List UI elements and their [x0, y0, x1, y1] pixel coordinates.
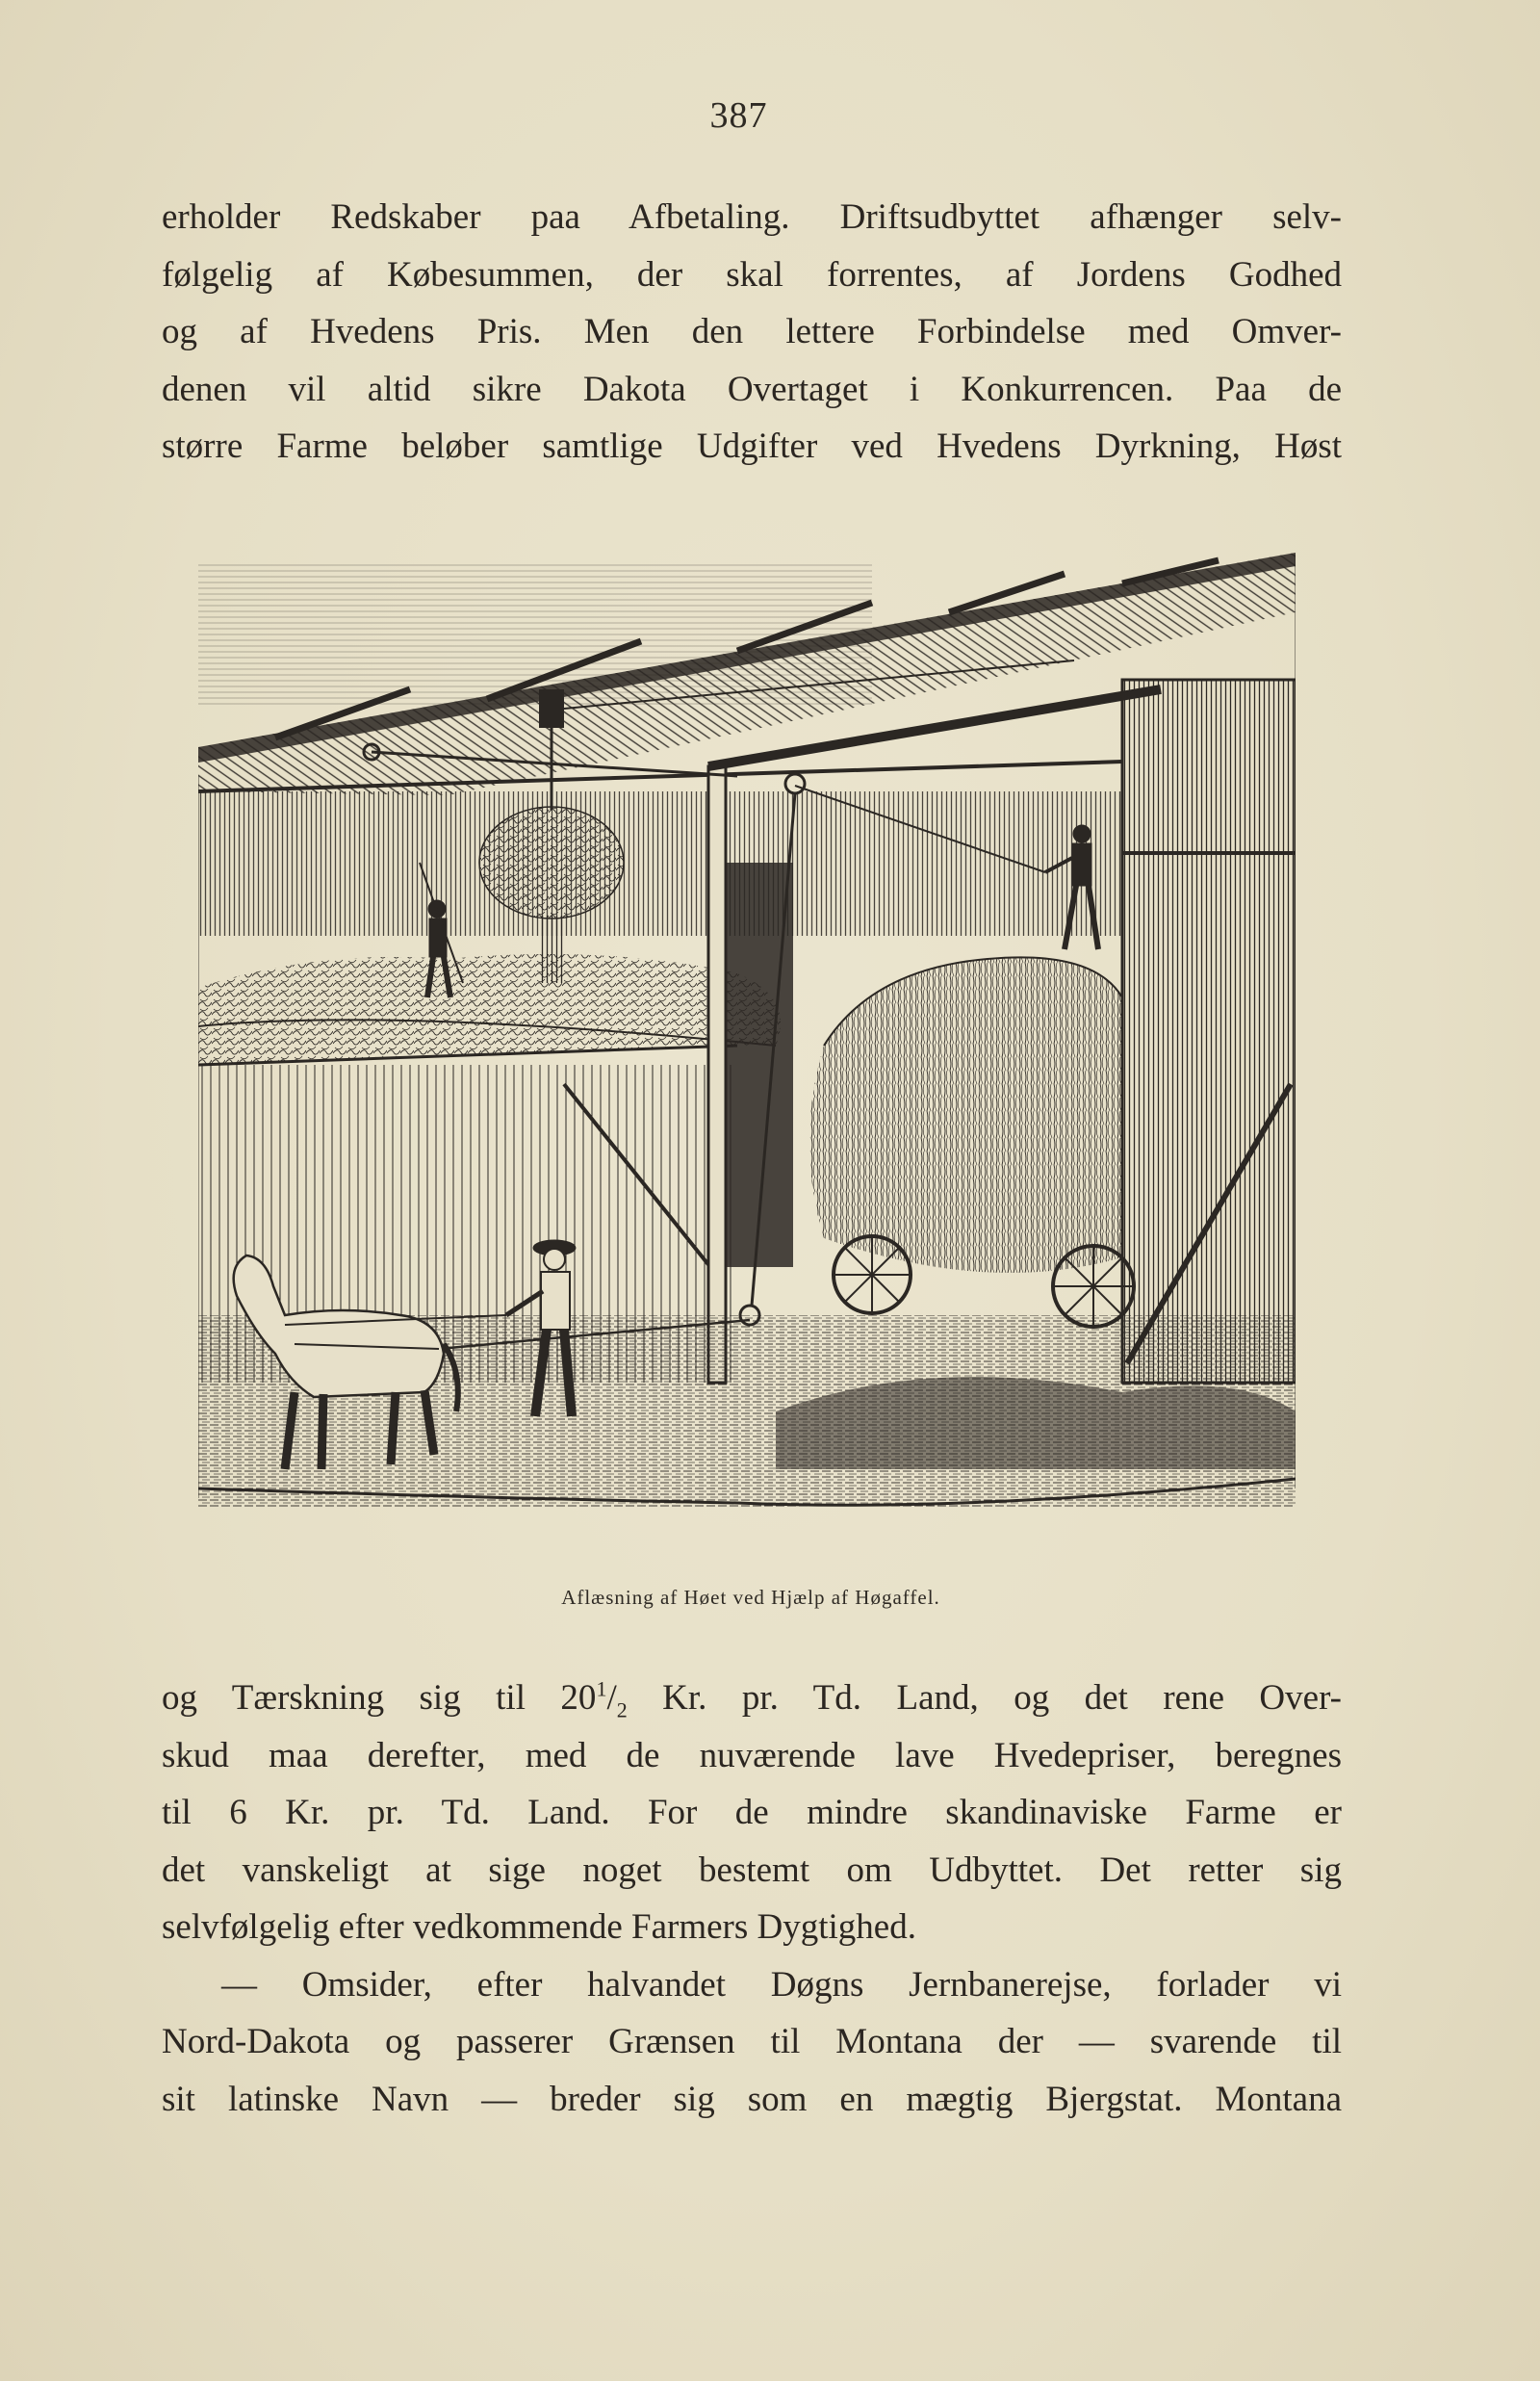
text-line: erholder Redskaber paa Afbetaling. Driftsudbyttet afhænger selv-	[162, 197, 1342, 237]
figure-caption: Aflæsning af Høet ved Hjælp af Høgaffel.	[561, 1586, 940, 1609]
text-line: det vanskeligt at sige noget bestemt om Udbyttet. Det retter sig	[162, 1850, 1342, 1890]
barn-illustration	[198, 545, 1296, 1541]
text-line: til 6 Kr. pr. Td. Land. For de mindre skandinaviske Farme er	[162, 1793, 1342, 1832]
text-line: denen vil altid sikre Dakota Overtaget i Konkurrencen. Paa de	[162, 369, 1342, 409]
text-line: Nord-Dakota og passerer Grænsen til Montana der — svarende til	[162, 2022, 1342, 2061]
fraction-denominator: 2	[616, 1697, 628, 1722]
text-line: følgelig af Købesummen, der skal forrentes, af Jordens Godhed	[162, 254, 1342, 295]
text-line: — Omsider, efter halvandet Døgns Jernbanerejse, forlader vi	[221, 1964, 1342, 2005]
fraction-slash: /	[606, 1678, 617, 1718]
text-fragment: Kr. pr. Td. Land, og det rene Over-	[627, 1678, 1342, 1718]
text-line: og af Hvedens Pris. Men den lettere Forbindelse med Omver-	[162, 312, 1342, 351]
paragraph-bottom	[162, 1669, 1342, 2128]
text-fragment: og Tærskning sig til 20	[162, 1678, 597, 1718]
text-line: større Farme beløber samtlige Udgifter ved Hvedens Dyrkning, Høst	[162, 427, 1342, 466]
fraction-numerator: 1	[596, 1676, 607, 1701]
engraving-image	[198, 545, 1296, 1541]
text-line: skud maa derefter, med de nuværende lave Hvedepriser, beregnes	[162, 1735, 1342, 1775]
page-number: 387	[709, 95, 768, 136]
text-line: sit latinske Navn — breder sig som en mægtig Bjergstat. Montana	[162, 2079, 1342, 2119]
text-line	[162, 1669, 1342, 1727]
paragraph-top	[162, 189, 1342, 476]
text-line: selvfølgelig efter vedkommende Farmers Dygtighed.	[162, 1907, 916, 1947]
